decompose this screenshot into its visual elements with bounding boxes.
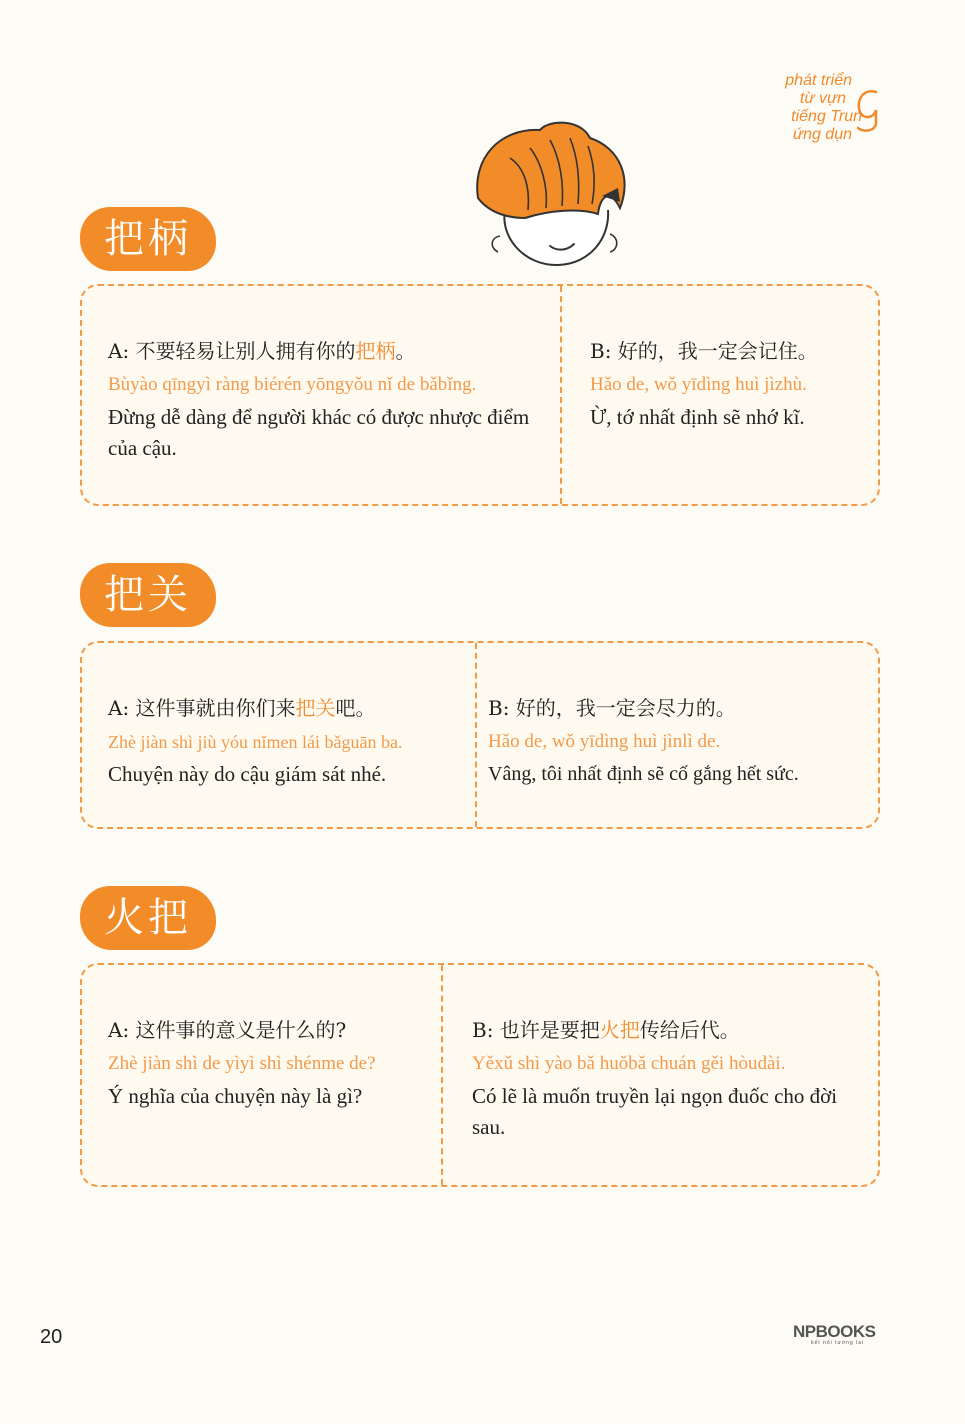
girl-head-icon <box>470 118 635 268</box>
vietnamese-line: Đừng dễ dàng để người khác có được nhược điểm của cậu. <box>108 405 530 460</box>
series-line-3: tiếng Trun <box>791 108 862 125</box>
pinyin-line: Hǎo de, wǒ yīdìng huì jìzhù. <box>590 374 807 395</box>
pinyin-line: Zhè jiàn shì de yìyì shì shénme de? <box>108 1053 376 1074</box>
pinyin-line: Yěxǔ shì yào bǎ huǒbǎ chuán gěi hòudài. <box>472 1053 786 1074</box>
speaker-a <box>108 286 548 464</box>
dialogue-card-1 <box>80 284 880 506</box>
dialogue-card-3 <box>80 963 880 1187</box>
chinese-line: B: 也许是要把火把传给后代。 <box>472 1018 740 1042</box>
series-logo <box>770 72 890 152</box>
publisher-logo <box>793 1322 883 1350</box>
speaker-a <box>108 643 474 790</box>
vietnamese-line: Có lẽ là muốn truyền lại ngọn đuốc cho đời sau. <box>472 1084 838 1139</box>
chinese-line: A: 不要轻易让别人拥有你的把柄。 <box>108 339 416 363</box>
vietnamese-line: Ý nghĩa của chuyện này là gì? <box>108 1084 363 1108</box>
publisher-name: NPBOOKS <box>793 1322 876 1341</box>
pinyin-line: Zhè jiàn shì jiù yóu nǐmen lái bǎguān ba. <box>108 732 403 752</box>
section-title-baguan: 把关 <box>80 563 216 627</box>
series-line-4: ứng dụn <box>792 126 852 143</box>
swirl-g-icon <box>852 84 882 134</box>
pinyin-line: Bùyào qīngyì ràng biérén yōngyǒu nǐ de bǎbǐng. <box>108 374 477 395</box>
vietnamese-line: Ừ, tớ nhất định sẽ nhớ kĩ. <box>590 405 805 429</box>
vietnamese-line: Vâng, tôi nhất định sẽ cố gắng hết sức. <box>488 763 799 785</box>
chinese-line: B: 好的，我一定会记住。 <box>590 339 818 363</box>
card-divider <box>475 643 477 827</box>
chinese-line: B: 好的，我一定会尽力的。 <box>488 696 736 720</box>
page-number: 20 <box>40 1326 63 1348</box>
card-divider <box>560 286 562 504</box>
dialogue-card-2 <box>80 641 880 829</box>
speaker-b <box>590 286 875 433</box>
chinese-line: A: 这件事的意义是什么的? <box>108 1018 347 1042</box>
speaker-b <box>472 965 872 1143</box>
section-title-babing: 把柄 <box>80 207 216 271</box>
highlight-word: 把柄 <box>355 339 396 363</box>
speaker-b <box>488 643 880 790</box>
speaker-a <box>108 965 438 1112</box>
chinese-line: A: 这件事就由你们来把关吧。 <box>108 696 376 720</box>
highlight-word: 把关 <box>295 696 336 720</box>
series-line-2: từ vựn <box>799 90 846 107</box>
publisher-tagline: kết nối tương lai <box>811 1340 865 1346</box>
series-line-1: phát triển <box>785 72 852 89</box>
section-title-huoba: 火把 <box>80 886 216 950</box>
card-divider <box>441 965 443 1185</box>
pinyin-line: Hǎo de, wǒ yīdìng huì jìnlì de. <box>488 731 721 752</box>
vietnamese-line: Chuyện này do cậu giám sát nhé. <box>108 762 387 786</box>
highlight-word: 火把 <box>599 1018 640 1042</box>
